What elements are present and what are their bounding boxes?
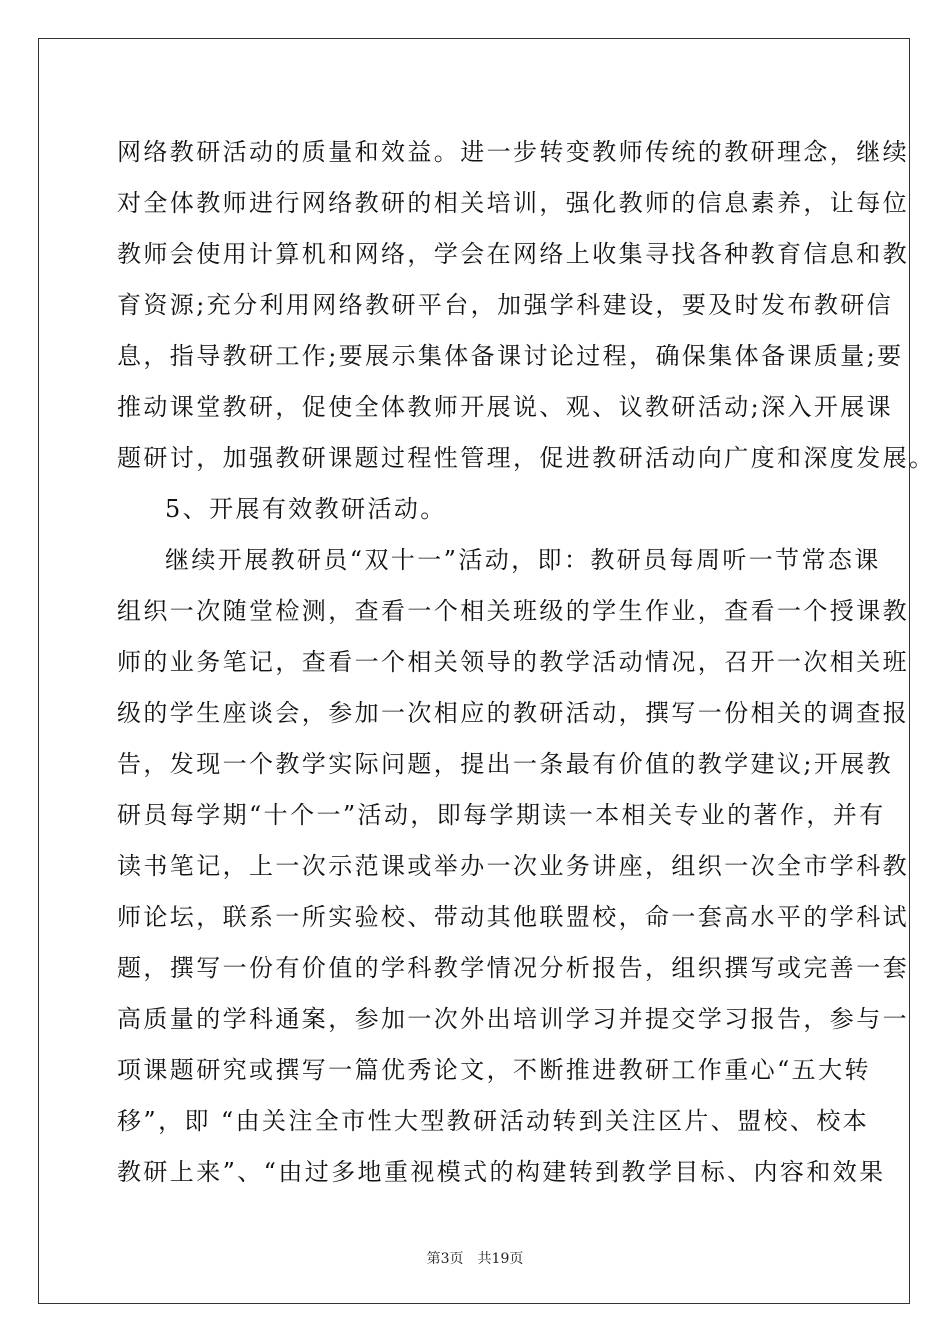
text-line: 教师会使用计算机和网络，学会在网络上收集寻找各种教育信息和教 xyxy=(117,240,909,268)
text-line: 告，发现一个教学实际问题，提出一条最有价值的教学建议;开展教 xyxy=(117,750,894,778)
text-line: 师论坛，联系一所实验校、带动其他联盟校，命一套高水平的学科试 xyxy=(117,903,909,931)
total-pages: 共19页 xyxy=(477,1251,524,1267)
section-heading: 5、开展有效教研活动。 xyxy=(165,495,447,523)
text-line: 题研讨，加强教研课题过程性管理，促进教研活动向广度和深度发展。 xyxy=(117,444,936,472)
text-line: 息，指导教研工作;要展示集体备课讨论过程，确保集体备课质量;要 xyxy=(117,342,904,370)
text-line: 高质量的学科通案，参加一次外出培训学习并提交学习报告，参与一 xyxy=(117,1005,909,1033)
text-line: 项课题研究或撰写一篇优秀论文，不断推进教研工作重心“五大转 xyxy=(117,1056,871,1084)
page-footer xyxy=(0,1248,950,1268)
text-line: 网络教研活动的质量和效益。进一步转变教师传统的教研理念，继续 xyxy=(117,138,909,166)
text-line: 师的业务笔记，查看一个相关领导的教学活动情况，召开一次相关班 xyxy=(117,648,909,676)
text-line: 推动课堂教研，促使全体教师开展说、观、议教研活动;深入开展课 xyxy=(117,393,894,421)
text-line: 读书笔记，上一次示范课或举办一次业务讲座，组织一次全市学科教 xyxy=(117,852,909,880)
text-line: 组织一次随堂检测，查看一个相关班级的学生作业，查看一个授课教 xyxy=(117,597,909,625)
document-body xyxy=(117,127,936,1198)
paragraph-start: 继续开展教研员“双十一”活动，即：教研员每周听一节常态课 xyxy=(165,546,881,574)
text-line: 对全体教师进行网络教研的相关培训，强化教师的信息素养，让每位 xyxy=(117,189,909,217)
text-line: 题，撰写一份有价值的学科教学情况分析报告，组织撰写或完善一套 xyxy=(117,954,909,982)
text-line: 移”，即 “由关注全市性大型教研活动转到关注区片、盟校、校本 xyxy=(117,1107,870,1135)
page-number: 第3页 xyxy=(426,1251,464,1267)
text-line: 级的学生座谈会，参加一次相应的教研活动，撰写一份相关的调查报 xyxy=(117,699,909,727)
text-line: 育资源;充分利用网络教研平台，加强学科建设，要及时发布教研信 xyxy=(117,291,894,319)
text-line: 研员每学期“十个一”活动，即每学期读一本相关专业的著作，并有 xyxy=(117,801,886,829)
text-line: 教研上来”、“由过多地重视模式的构建转到教学目标、内容和效果 xyxy=(117,1158,886,1186)
